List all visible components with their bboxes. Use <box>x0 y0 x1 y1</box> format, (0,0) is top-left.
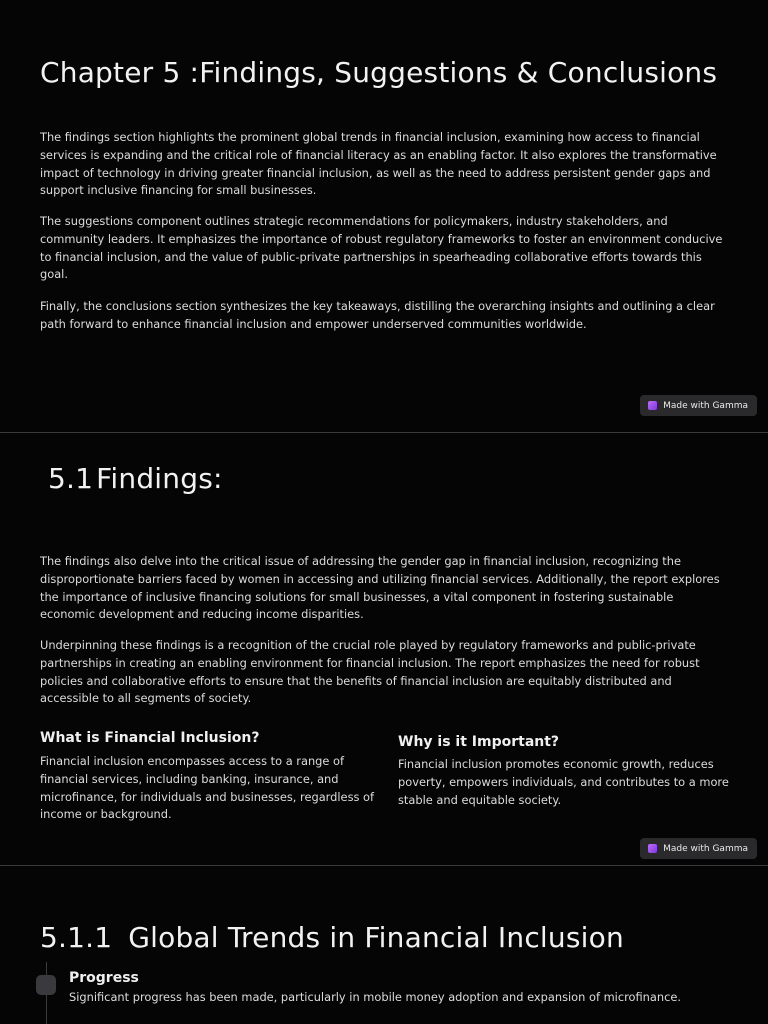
slide-chapter-intro <box>0 0 768 432</box>
timeline-item-text: Significant progress has been made, particularly in mobile money adoption and expansion of microfinance. <box>69 990 681 1004</box>
why-important-text: Financial inclusion promotes economic growth, reduces poverty, empowers individuals, and contributes to a more stable and equitable society. <box>398 757 729 807</box>
intro-paragraph-findings: The findings section highlights the prominent global trends in financial inclusion, examining how access to financial services is expanding and the critical role of financial literacy as an enabling factor. It also explores the transformative impact of technology in driving greater financial inclusion, as well as the need to address persistent gender gaps and support inclusive financing for small businesses. <box>40 130 717 198</box>
why-important-heading: Why is it Important? <box>398 734 560 750</box>
what-is-financial-inclusion-text: Financial inclusion encompasses access to a range of financial services, including banking, insurance, and microfinance, for individuals and businesses, regardless of income or background. <box>40 754 375 822</box>
slide-global-trends <box>0 866 768 1024</box>
badge-label: Made with Gamma <box>663 400 748 411</box>
intro-paragraph-conclusions: Finally, the conclusions section synthesizes the key takeaways, distilling the overarching insights and outlining a clear path forward to enhance financial inclusion and empower underserved communities worldwide. <box>40 299 715 331</box>
intro-paragraph-suggestions: The suggestions component outlines strategic recommendations for policymakers, industry stakeholders, and community leaders. It emphasizes the importance of robust regulatory frameworks to foster an environment conducive to financial inclusion, and the value of public-private partnerships in spearheading collaborative efforts towards this goal. <box>40 214 723 282</box>
section-title-text: Findings: <box>96 462 223 495</box>
gamma-logo-icon <box>648 401 657 410</box>
badge-label: Made with Gamma <box>663 843 748 854</box>
section-number: 5.1 <box>48 462 94 495</box>
findings-paragraph-gender: The findings also delve into the critical issue of addressing the gender gap in financial inclusion, recognizing the disproportionate barriers faced by women in accessing and utilizing financial services. Additionally, the report explores the importance of inclusive financing solutions for small businesses, a vital component in fostering sustainable economic development and reducing income disparities. <box>40 554 720 622</box>
made-with-gamma-badge[interactable] <box>640 838 757 859</box>
slide-findings <box>0 433 768 865</box>
made-with-gamma-badge[interactable] <box>640 395 757 416</box>
section-number: 5.1.1 <box>40 921 113 954</box>
findings-paragraph-regulatory: Underpinning these findings is a recognition of the crucial role played by regulatory frameworks and public-private partnerships in creating an enabling environment for financial inclusion. The report emphasizes the need for robust policies and collaborative efforts to ensure that the benefits of financial inclusion are equitably distributed and accessible to all segments of society. <box>40 638 700 706</box>
findings-title <box>48 462 223 495</box>
global-trends-title <box>40 921 624 954</box>
chapter-title: Chapter 5 :Findings, Suggestions & Conclusions <box>40 56 718 89</box>
timeline-node <box>36 975 56 995</box>
timeline-item-heading: Progress <box>69 970 139 986</box>
section-title-text: Global Trends in Financial Inclusion <box>128 921 624 954</box>
what-is-financial-inclusion-heading: What is Financial Inclusion? <box>40 730 260 746</box>
gamma-logo-icon <box>648 844 657 853</box>
